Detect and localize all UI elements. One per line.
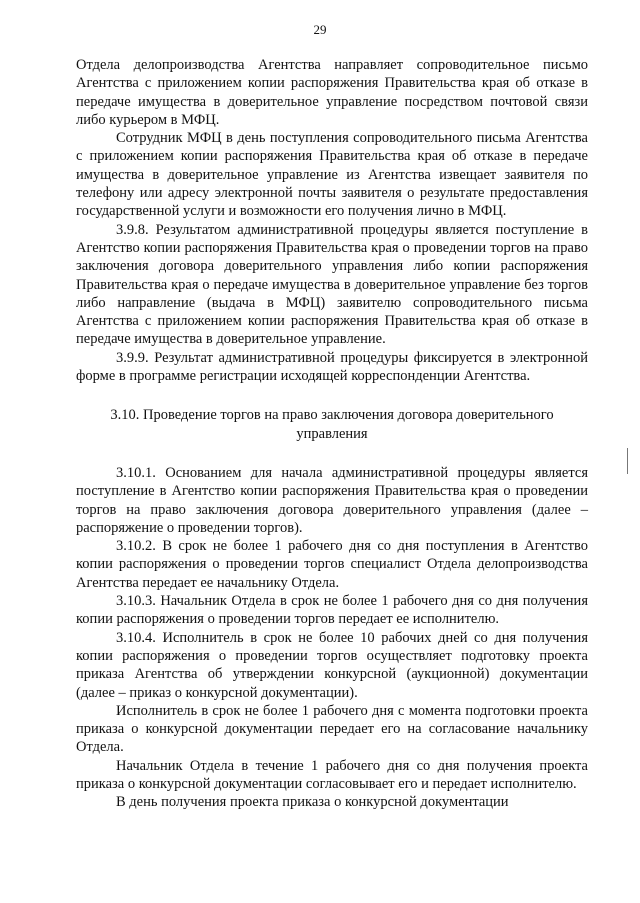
paragraph-3-10-1: 3.10.1. Основанием для начала административной процедуры является поступление в Агентство копии распоряжения Правительства края о проведении торгов на право заключения договора доверительного управления (далее – распоряжение о проведении торгов). [76,464,588,536]
document-body [76,56,588,812]
paragraph-truncated: В день получения проекта приказа о конкурсной документации [116,794,509,811]
page-number: 29 [313,22,327,37]
paragraph-3-9-9: 3.9.9. Результат административной процедуры фиксируется в электронной форме в программе регистрации исходящей корреспонденции Агентства. [76,349,588,385]
section-heading-3-10: 3.10. Проведение торгов на право заключения договора доверительного управления [110,407,554,442]
paragraph-mfc-employee: Сотрудник МФЦ в день поступления сопроводительного письма Агентства с приложением копии распоряжения Правительства края об отказе в передаче имущества в доверительное управление из Агентства извещает заявителя по телефону или адресу электронной почты заявителя о результате предоставления государственной услуги и возможности его получения лично в МФЦ. [76,130,588,220]
paragraph-head-approves: Начальник Отдела в течение 1 рабочего дня со дня получения проекта приказа о конкурсной документации согласовывает его и передает исполнителю. [76,757,588,792]
paragraph-continuation: Отдела делопроизводства Агентства направляет сопроводительное письмо Агентства с приложением копии распоряжения Правительства края об отказе в передаче имущества в доверительное управление посредством почтовой связи либо курьером в МФЦ. [76,57,588,128]
paragraph-3-10-3: 3.10.3. Начальник Отдела в срок не более 1 рабочего дня со дня получения копии распоряжения о проведении торгов передает ее исполнителю. [76,593,588,628]
scan-artifact-mark [627,448,628,474]
paragraph-3-10-4: 3.10.4. Исполнитель в срок не более 10 рабочих дней со дня получения копии распоряжения о проведении торгов осуществляет подготовку проекта приказа Агентства об утверждении конкурсной (аукционной) документации (далее – приказ о конкурсной документации). [76,629,588,701]
paragraph-3-9-8: 3.9.8. Результатом административной процедуры является поступление в Агентство копии распоряжения Правительства края о проведении торгов на право заключения договора доверительного управления либо копии распоряжения Правительства края о передаче имущества в доверительное управление без торгов либо направление (выдача в МФЦ) заявителю сопроводительного письма Агентства с приложением копии распоряжения Правительства края об отказе в передаче имущества в доверительное управление. [76,221,588,348]
paragraph-3-10-2: 3.10.2. В срок не более 1 рабочего дня со дня поступления в Агентство копии распоряжения о проведении торгов специалист Отдела делопроизводства Агентства передает ее начальнику Отдела. [76,538,588,591]
paragraph-executor-submits: Исполнитель в срок не более 1 рабочего дня с момента подготовки проекта приказа о конкурсной документации передает его на согласование начальнику Отдела. [76,702,588,756]
